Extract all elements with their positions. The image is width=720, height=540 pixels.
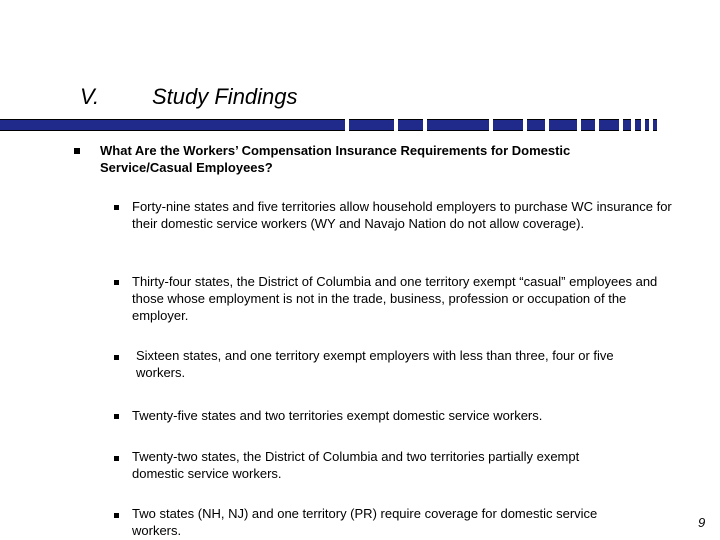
finding-item: Two states (NH, NJ) and one territory (PR) require coverage for domestic service workers. [132, 506, 598, 538]
bullet-icon [114, 205, 119, 210]
divider-segment [349, 119, 394, 131]
divider-segment [549, 119, 577, 131]
finding-item: Twenty-two states, the District of Columbia and two territories partially exempt domestic service workers. [132, 449, 580, 481]
divider-segment [427, 119, 489, 131]
finding-item: Thirty-four states, the District of Columbia and one territory exempt “casual” employees and those whose employment is not in the trade, business, profession or occupation of the employer. [132, 274, 658, 323]
page-number: 9 [698, 515, 706, 530]
bullet-icon [114, 513, 119, 518]
title-divider-bar [0, 119, 660, 131]
bullet-icon [114, 355, 119, 360]
divider-segment [0, 119, 345, 131]
divider-segment [635, 119, 641, 131]
divider-segment [623, 119, 631, 131]
bullet-icon [114, 414, 119, 419]
bullet-icon [74, 148, 80, 154]
divider-segment [398, 119, 423, 131]
question-heading: What Are the Workers’ Compensation Insurance Requirements for Domestic Service/Casual Employees? [100, 143, 571, 175]
divider-segment [527, 119, 545, 131]
finding-item: Twenty-five states and two territories exempt domestic service workers. [132, 408, 543, 423]
divider-segment [599, 119, 619, 131]
divider-segment [581, 119, 595, 131]
bullet-icon [114, 456, 119, 461]
finding-item: Forty-nine states and five territories allow household employers to purchase WC insurance for their domestic service workers (WY and Navajo Nation do not allow coverage). [132, 199, 672, 231]
bullet-icon [114, 280, 119, 285]
divider-segment [493, 119, 523, 131]
divider-segment [645, 119, 649, 131]
divider-segment [653, 119, 657, 131]
finding-item: Sixteen states, and one territory exempt employers with less than three, four or five workers. [136, 348, 614, 380]
section-title: Study Findings [152, 84, 298, 109]
section-number: V. [80, 84, 100, 109]
slide-title [0, 84, 720, 114]
